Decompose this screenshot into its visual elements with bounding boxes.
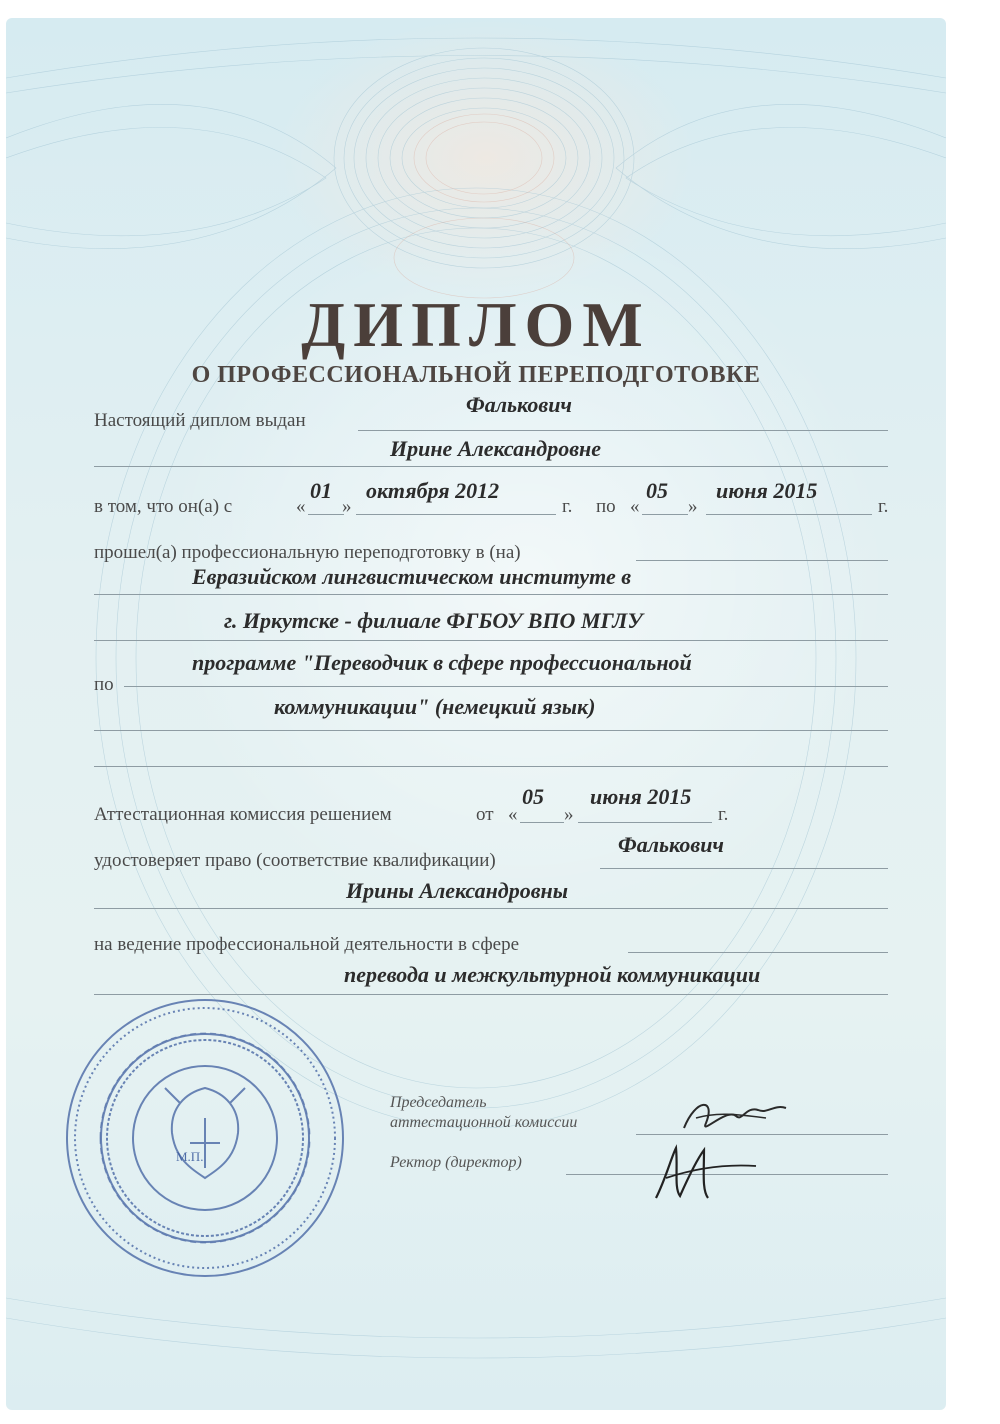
rector-signature [646,1138,766,1208]
institution-line-1: Евразийском лингвистическом институте в [192,564,632,589]
rule-line [520,822,564,823]
diploma-title: ДИПЛОМ [301,289,651,360]
rule-line [600,868,888,869]
rule-line [94,730,888,731]
end-day: 05 [646,478,668,503]
rule-line [94,640,888,641]
issued-label: Настоящий диплом выдан [94,410,306,431]
quote-open: « [296,496,306,517]
end-month-year: июня 2015 [716,478,818,503]
commission-day: 05 [522,784,544,809]
activity-field: перевода и межкультурной коммуникации [344,962,761,987]
quote-open: « [630,496,640,517]
rule-line [358,430,888,431]
certifies-label: удостоверяет право (соответствие квалификации) [94,850,496,871]
surname-dative: Фалькович [466,392,572,417]
official-seal-stamp [60,993,350,1283]
rule-line [94,466,888,467]
program-line-1: программе "Переводчик в сфере профессиональной [192,650,692,675]
start-month-year: октября 2012 [366,478,500,503]
training-label: прошел(а) профессиональную переподготовку в (на) [94,542,521,563]
rule-line [94,594,888,595]
name-dative: Ирине Александровне [390,436,601,461]
program-line-2: коммуникации" (немецкий язык) [274,694,596,719]
diploma-paper [6,18,946,1410]
quote-close: » [342,496,352,517]
program-label: по [94,674,114,695]
rule-line [94,908,888,909]
quote-open: « [508,804,518,825]
rule-line [628,952,888,953]
year-suffix-2: г. [878,496,889,517]
name-genitive: Ирины Александровны [346,878,568,903]
quote-close: » [688,496,698,517]
commission-year-suffix: г. [718,804,729,825]
rule-line [642,514,688,515]
diploma-subtitle: О ПРОФЕССИОНАЛЬНОЙ ПЕРЕПОДГОТОВКЕ [191,362,761,388]
chairman-label-1: Председатель [390,1094,487,1111]
rule-line [706,514,872,515]
quote-close: » [564,804,574,825]
rule-line [94,766,888,767]
commission-prefix: Аттестационная комиссия решением [94,804,392,825]
rule-line [308,514,344,515]
institution-line-2: г. Иркутске - филиале ФГБОУ ВПО МГЛУ [224,608,643,633]
stamp-mark: М.П. [176,1149,204,1164]
rule-line [578,822,712,823]
rector-label: Ректор (директор) [390,1154,522,1171]
commission-month-year: июня 2015 [590,784,692,809]
chairman-label-2: аттестационной комиссии [390,1114,578,1131]
rule-line [124,686,888,687]
rule-line [356,514,556,515]
year-suffix-1: г. [562,496,573,517]
from-label: от [476,804,494,825]
start-day: 01 [310,478,332,503]
activity-label: на ведение профессиональной деятельности в сфере [94,934,520,955]
rule-line [636,560,888,561]
period-prefix: в том, что он(а) с [94,496,233,517]
surname-genitive: Фалькович [618,832,724,857]
to-label: по [596,496,616,517]
